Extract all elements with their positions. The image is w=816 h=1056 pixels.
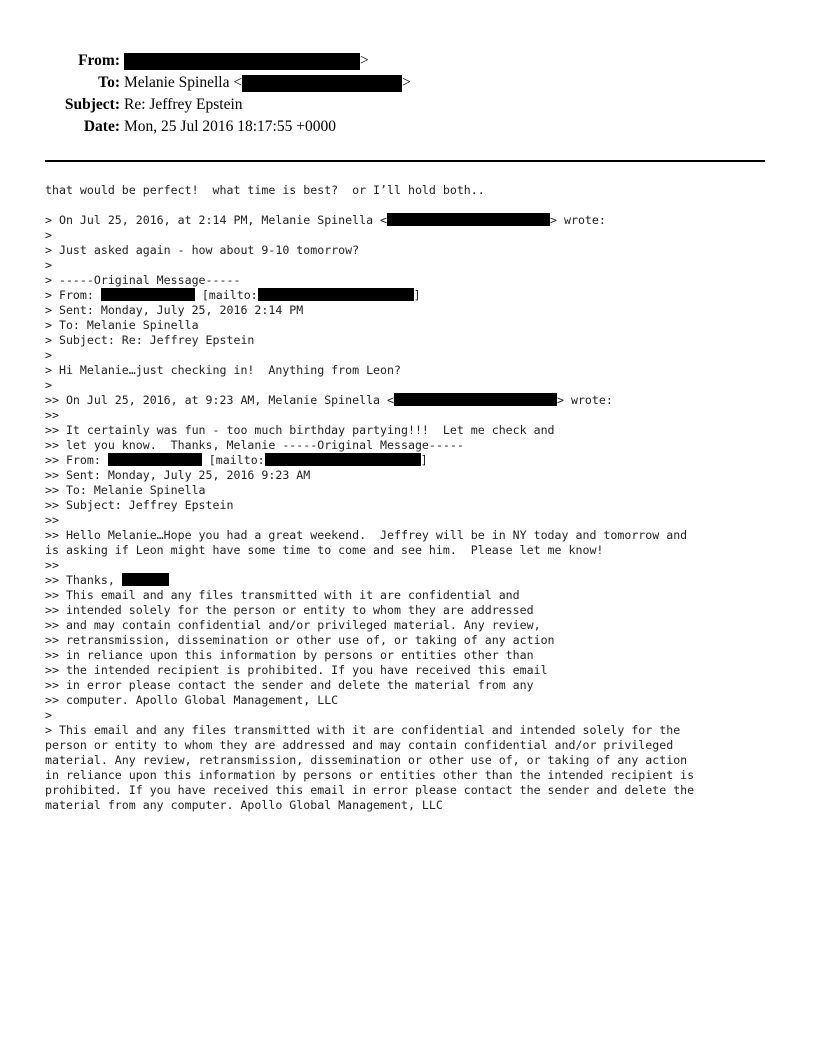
body-line: >> — [45, 513, 59, 527]
body-line: > — [45, 708, 52, 722]
body-line: >> Sent: Monday, July 25, 2016 9:23 AM — [45, 468, 311, 482]
email-header — [0, 52, 816, 140]
body-line: >> — [45, 408, 59, 422]
body-line: > — [45, 348, 52, 362]
email-body — [45, 183, 775, 813]
body-line: >> — [45, 558, 59, 572]
body-line: >> in error please contact the sender and delete the material from any — [45, 678, 534, 692]
body-line: > Subject: Re: Jeffrey Epstein — [45, 333, 255, 347]
body-text: ] — [413, 288, 421, 302]
redaction-bar — [265, 453, 421, 466]
body-line: >> and may contain confidential and/or privileged material. Any review, — [45, 618, 541, 632]
body-line: >> This email and any files transmitted with it are confidential and — [45, 588, 520, 602]
from-row — [0, 52, 816, 74]
body-line: >> in reliance upon this information by persons or entities other than — [45, 648, 534, 662]
body-text: >> Thanks, — [45, 573, 122, 587]
redaction-bar — [394, 393, 557, 406]
body-text: [mailto: — [194, 288, 258, 302]
to-name: Melanie Spinella < — [124, 74, 243, 91]
body-line: > — [45, 258, 52, 272]
body-line: > Sent: Monday, July 25, 2016 2:14 PM — [45, 303, 304, 317]
redaction-bar — [387, 213, 550, 226]
body-line: material. Any review, retransmission, dissemination or other use of, or taking of any action — [45, 753, 688, 767]
body-line: in reliance upon this information by persons or entities other than the intended recipient is — [45, 768, 695, 782]
close-bracket: > — [360, 52, 369, 69]
body-line — [45, 198, 775, 213]
close-bracket: > — [402, 74, 411, 91]
body-line — [45, 393, 775, 408]
body-text: > From: — [45, 288, 101, 302]
body-line: >> the intended recipient is prohibited. If you have received this email — [45, 663, 548, 677]
body-line: > Just asked again - how about 9-10 tomorrow? — [45, 243, 360, 257]
body-line: material from any computer. Apollo Global Management, LLC — [45, 798, 443, 812]
body-text: > On Jul 25, 2016, at 2:14 PM, Melanie Spinella < — [45, 213, 388, 227]
subject-value: Re: Jeffrey Epstein — [124, 96, 243, 113]
body-line: >> It certainly was fun - too much birthday partying!!! Let me check and — [45, 423, 555, 437]
body-line: > Hi Melanie…just checking in! Anything from Leon? — [45, 363, 401, 377]
body-line: > -----Original Message----- — [45, 273, 241, 287]
redaction-bar — [101, 288, 195, 301]
body-text: [mailto: — [201, 453, 265, 467]
body-line — [45, 453, 775, 468]
body-text: >> On Jul 25, 2016, at 9:23 AM, Melanie Spinella < — [45, 393, 395, 407]
body-line: prohibited. If you have received this email in error please contact the sender and delete the — [45, 783, 695, 797]
redaction-bar — [258, 288, 414, 301]
body-line: person or entity to whom they are addressed and may contain confidential and/or privileged — [45, 738, 674, 752]
header-divider — [45, 160, 765, 162]
to-row — [0, 74, 816, 96]
to-label: To: — [98, 74, 120, 91]
body-line: >> To: Melanie Spinella — [45, 483, 206, 497]
body-line: is asking if Leon might have some time to come and see him. Please let me know! — [45, 543, 604, 557]
body-text: > wrote: — [550, 213, 606, 227]
from-value — [124, 52, 369, 70]
date-value: Mon, 25 Jul 2016 18:17:55 +0000 — [124, 118, 336, 135]
body-line: > — [45, 228, 52, 242]
body-line: >> Subject: Jeffrey Epstein — [45, 498, 234, 512]
body-line — [45, 213, 775, 228]
to-value — [124, 74, 411, 92]
redaction-bar — [122, 573, 169, 586]
body-line: >> computer. Apollo Global Management, LLC — [45, 693, 339, 707]
date-row — [0, 118, 816, 140]
subject-row — [0, 96, 816, 118]
body-text: ] — [420, 453, 428, 467]
body-line — [45, 573, 775, 588]
body-text: > wrote: — [557, 393, 613, 407]
body-line: > To: Melanie Spinella — [45, 318, 199, 332]
body-line — [45, 288, 775, 303]
redaction-bar — [242, 75, 402, 92]
from-label: From: — [78, 52, 120, 69]
body-line: that would be perfect! what time is best? or I’ll hold both.. — [45, 183, 485, 197]
body-text: >> From: — [45, 453, 108, 467]
redaction-bar — [124, 53, 360, 70]
body-line: >> retransmission, dissemination or other use of, or taking of any action — [45, 633, 555, 647]
body-line: >> let you know. Thanks, Melanie -----Original Message----- — [45, 438, 464, 452]
body-line: > This email and any files transmitted with it are confidential and intended solely for the — [45, 723, 681, 737]
body-line: > — [45, 378, 52, 392]
body-line: >> intended solely for the person or entity to whom they are addressed — [45, 603, 534, 617]
subject-label: Subject: — [64, 96, 120, 113]
redaction-bar — [108, 453, 202, 466]
date-label: Date: — [83, 118, 120, 135]
body-line: >> Hello Melanie…Hope you had a great weekend. Jeffrey will be in NY today and tomorrow and — [45, 528, 688, 542]
